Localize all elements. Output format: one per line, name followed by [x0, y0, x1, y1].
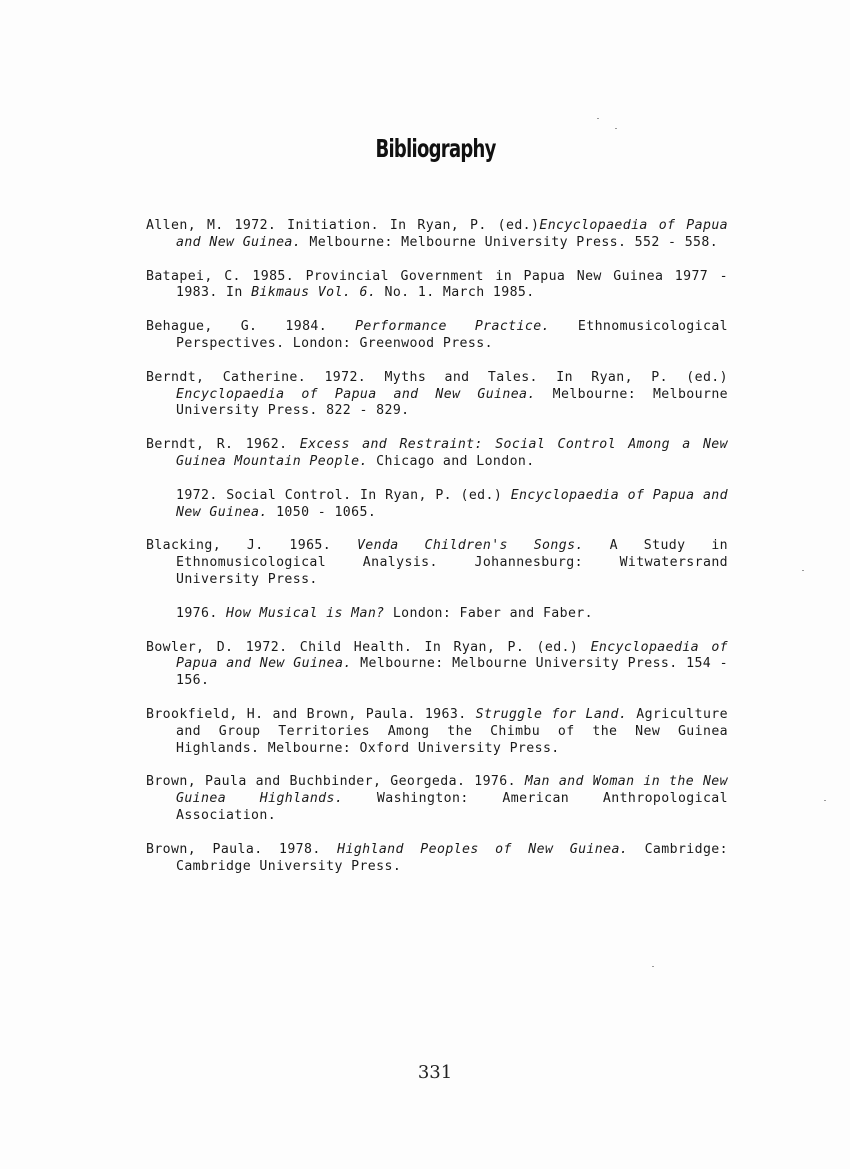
scan-speck — [652, 966, 654, 967]
bibliography-entry — [146, 707, 728, 757]
entry-text: Melbourne: Melbourne University Press. 154 - 156. — [176, 656, 729, 689]
entry-text: Chicago and London. — [367, 453, 535, 469]
bibliography-list — [146, 218, 728, 892]
entry-text: London: Faber and Faber. — [384, 605, 593, 621]
entry-text: Brown, Paula. 1978. — [146, 841, 338, 857]
scan-speck — [824, 800, 826, 801]
scan-speck — [597, 118, 599, 119]
entry-text: Berndt, Catherine. 1972. Myths and Tales. In Ryan, P. (ed.) — [146, 369, 728, 385]
entry-text: 1972. Social Control. In Ryan, P. (ed.) — [176, 487, 511, 503]
entry-text: Berndt, R. 1962. — [146, 437, 300, 453]
entry-text: Bowler, D. 1972. Child Health. In Ryan, P. (ed.) — [146, 639, 591, 655]
bibliography-entry — [146, 319, 728, 353]
entry-title-italic: Encyclopaedia of Papua and New Guinea. — [176, 386, 536, 402]
entry-title-italic: Struggle for Land. — [475, 706, 628, 722]
page-number: 331 — [417, 1062, 453, 1083]
entry-title-italic: Man and Woman in the New Guinea Highlands. — [176, 774, 728, 807]
bibliography-entry — [146, 488, 728, 522]
bibliography-entry — [146, 640, 728, 690]
bibliography-entry — [146, 269, 728, 303]
entry-title-italic: Highland Peoples of New Guinea. — [337, 841, 629, 857]
entry-title-italic: Encyclopaedia of Papua and New Guinea. — [176, 487, 728, 520]
entry-title-italic: How Musical is Man? — [226, 605, 385, 621]
entry-text: Brown, Paula and Buchbinder, Georgeda. 1976. — [146, 774, 525, 790]
entry-text: 1050 - 1065. — [267, 504, 377, 520]
entry-title-italic: Venda Children's Songs. — [356, 538, 584, 554]
entry-text: Cambridge: Cambridge University Press. — [176, 841, 728, 874]
entry-text: Batapei, C. 1985. Provincial Government in Papua New Guinea 1977 - 1983. In — [146, 268, 728, 301]
bibliography-entry — [146, 606, 728, 623]
entry-text: Agriculture and Group Territories Among the Chimbu of the New Guinea Highlands. Melbourne: Oxford University Press. — [176, 706, 728, 756]
entry-text: A Study in Ethnomusicological Analysis. Johannesburg: Witwatersrand University Press. — [176, 538, 728, 587]
entry-title-italic: Performance Practice. — [355, 319, 550, 335]
entry-text: Washington: American Anthropological Association. — [176, 791, 728, 823]
entry-title-italic: Excess and Restraint: Social Control Among a New Guinea Mountain People. — [176, 437, 728, 469]
entry-text: No. 1. March 1985. — [376, 285, 535, 301]
page-title: Bibliography — [375, 134, 496, 163]
bibliography-entry — [146, 842, 728, 876]
bibliography-entry — [146, 370, 728, 420]
entry-title-italic: Bikmaus Vol. 6. — [251, 285, 377, 301]
entry-title-italic: Encyclopaedia of Papua and New Guinea. — [176, 639, 729, 672]
bibliography-entry — [146, 774, 728, 824]
entry-text: Behague, G. 1984. — [146, 319, 356, 335]
entry-text: Brookfield, H. and Brown, Paula. 1963. — [146, 706, 476, 722]
entry-text: Melbourne: Melbourne University Press. 552 - 558. — [301, 234, 719, 250]
entry-text: Ethnomusicological Perspectives. London: Greenwood Press. — [176, 319, 728, 351]
entry-text: Melbourne: Melbourne University Press. 822 - 829. — [176, 386, 728, 419]
bibliography-entry — [146, 437, 728, 471]
scan-speck — [615, 128, 617, 129]
bibliography-entry — [146, 538, 728, 588]
entry-text: Blacking, J. 1965. — [146, 538, 357, 554]
entry-title-italic: Encyclopaedia of Papua and New Guinea. — [176, 218, 728, 250]
entry-text: 1976. — [176, 605, 227, 621]
entry-text: Allen, M. 1972. Initiation. In Ryan, P. (ed.) — [146, 218, 540, 233]
bibliography-entry — [146, 218, 728, 252]
scan-speck — [802, 570, 804, 571]
